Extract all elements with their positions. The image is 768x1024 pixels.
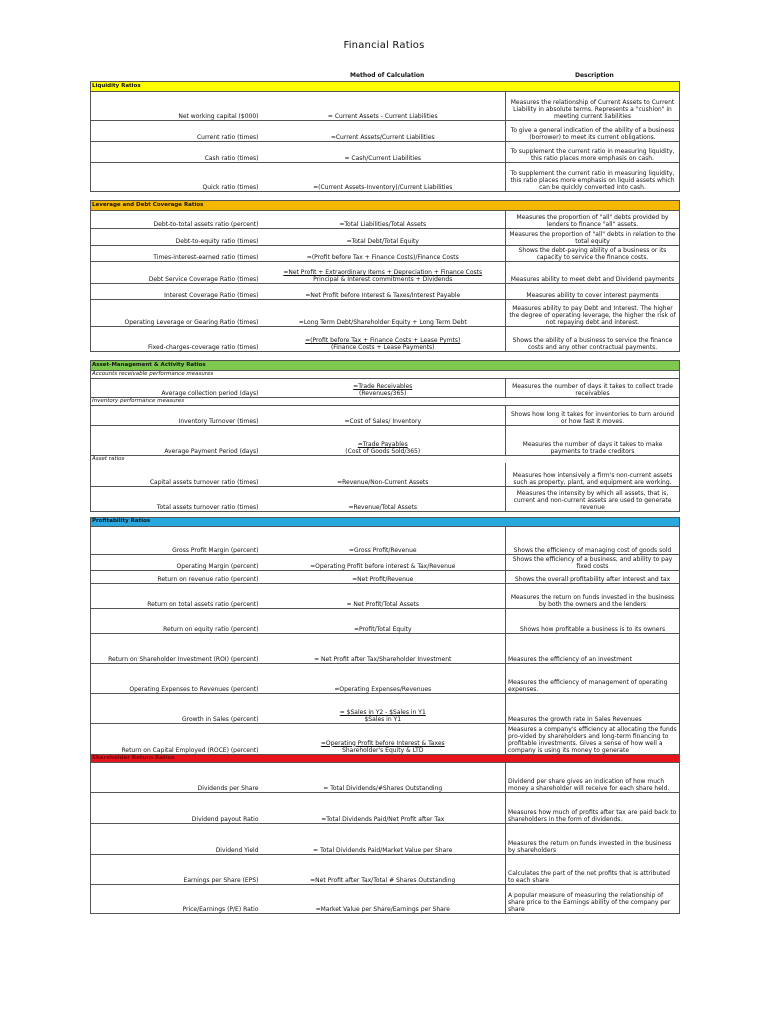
table-row: [91, 762, 680, 792]
ratio-method: =Net Profit after Tax/Total # Shares Outstanding: [261, 854, 506, 884]
subsection-title: Asset ratios: [91, 456, 680, 464]
ratio-method: =Long Term Debt/Shareholder Equity + Long Term Debt: [261, 300, 506, 327]
ratio-name: Operating Leverage or Gearing Ratio (times): [91, 300, 261, 327]
subsection-inventory: [91, 398, 680, 406]
ratio-name: Dividend payout Ratio: [91, 792, 261, 823]
ratio-method: = Cash/Current Liabilities: [261, 142, 506, 163]
ratio-method: =Revenue/Non-Current Assets: [261, 463, 506, 486]
ratio-name: Return on revenue ratio (percent): [91, 570, 261, 583]
method-numerator: =Trade Payables: [357, 441, 408, 448]
ratio-method: =Revenue/Total Assets: [261, 486, 506, 511]
ratio-name: Times-interest-earned ratio (times): [91, 246, 261, 262]
subsection-asset: [91, 456, 680, 464]
section-title: Leverage and Debt Coverage Ratios: [91, 201, 680, 211]
ratio-description: Measures the intensity by which all assets, that is, current and non-current assets are used to generate revenue: [506, 486, 680, 511]
method-numerator: =Operating Profit before Interest & Taxes: [320, 739, 445, 747]
ratio-description: A popular measure of measuring the relationship of share price to the Earnings ability of the company per share: [506, 884, 680, 913]
ratio-method: =Total Dividends Paid/Net Profit after Tax: [261, 792, 506, 823]
ratio-description: Measures how intensively a firm's non-current assets such as property, plant, and equipment are working.: [506, 463, 680, 486]
ratio-name: Interest Coverage Ratio (times): [91, 284, 261, 300]
ratio-description: Measures the number of days it takes to collect trade receivables: [506, 379, 680, 398]
table-row: [91, 608, 680, 633]
method-denominator: (Finance Costs + Lease Payments): [330, 344, 435, 351]
table-row: [91, 570, 680, 583]
ratio-description: Measures ability to pay Debt and Interest. The higher the degree of operating leverage, the higher the risk of not repaying debt and interest.: [506, 300, 680, 327]
ratio-name: Price/Earnings (P/E) Ratio: [91, 884, 261, 913]
ratio-description: Measures the number of days it takes to make payments to trade creditors: [506, 426, 680, 456]
table-row: [91, 246, 680, 262]
section-shareholder-return: [91, 754, 680, 762]
ratio-name: Capital assets turnover ratio (times): [91, 463, 261, 486]
ratio-description: Shows the efficiency of managing cost of goods sold: [506, 526, 680, 554]
ratio-name: Inventory Turnover (times): [91, 406, 261, 426]
ratio-name: Operating Expenses to Revenues (percent): [91, 663, 261, 693]
ratio-description: Measures the relationship of Current Assets to Current Liability in absolute terms. Represents a "cushion" in meeting current liabilities: [506, 92, 680, 121]
ratio-method: =(Current Assets-Inventory)/Current Liabilities: [261, 163, 506, 192]
ratio-method: =Profit/Total Equity: [261, 608, 506, 633]
ratio-description: Shows the efficiency of a business, and ability to pay fixed costs: [506, 554, 680, 570]
ratio-description: Measures the efficiency of management of operating expenses.: [506, 663, 680, 693]
ratio-name: Fixed-charges-coverage ratio (times): [91, 327, 261, 352]
ratio-method: [261, 327, 506, 352]
table-row: [91, 300, 680, 327]
ratio-description: To supplement the current ratio in measuring liquidity, this ratio places more emphasis on cash.: [506, 142, 680, 163]
ratio-method: = Total Dividends Paid/Market Value per Share: [261, 823, 506, 854]
ratio-method: [261, 426, 506, 456]
ratio-method: = Net Profit after Tax/Shareholder Investment: [261, 633, 506, 663]
table-row: [91, 211, 680, 229]
ratio-name: Growth in Sales (percent): [91, 693, 261, 723]
page-title: Financial Ratios: [343, 40, 425, 51]
ratio-name: Dividends per Share: [91, 762, 261, 792]
table-row: [91, 663, 680, 693]
ratio-name: Return on Shareholder Investment (ROI) (percent): [91, 633, 261, 663]
ratio-method: = Current Assets - Current Liabilities: [261, 92, 506, 121]
ratio-name: Dividend Yield: [91, 823, 261, 854]
table-row: [91, 583, 680, 608]
ratio-description: Measures ability to meet debt and Dividend payments: [506, 262, 680, 284]
method-denominator: Principal & Interest commitments + Dividends: [313, 276, 453, 283]
ratio-description: To give a general indication of the ability of a business (borrower) to meet its current obligations.: [506, 121, 680, 142]
ratio-name: Debt-to-total assets ratio (percent): [91, 211, 261, 229]
financial-ratios-table: [90, 81, 680, 914]
ratio-description: Calculates the part of the net profits that is attributed to each share: [506, 854, 680, 884]
ratio-method: =(Profit before Tax + Finance Costs)/Finance Costs: [261, 246, 506, 262]
ratio-method: [261, 262, 506, 284]
ratio-method: =Cost of Sales/ Inventory: [261, 406, 506, 426]
ratio-method: [261, 723, 506, 754]
ratio-description: Shows the ability of a business to service the finance costs and any other contractual payments.: [506, 327, 680, 352]
ratio-method: [261, 379, 506, 398]
ratio-name: Quick ratio (times): [91, 163, 261, 192]
table-row: [91, 142, 680, 163]
ratio-description: Shows the debt-paying ability of a business or its capacity to service the finance costs.: [506, 246, 680, 262]
ratio-method: =Operating Profit before interest & Tax/Revenue: [261, 554, 506, 570]
ratio-name: Gross Profit Margin (percent): [91, 526, 261, 554]
table-row: [91, 92, 680, 121]
subsection-title: Accounts receivable performance measures: [91, 371, 680, 379]
table-row: [91, 526, 680, 554]
method-numerator: =Net Profit + Extraordinary Items + Depreciation + Finance Costs: [283, 269, 483, 276]
ratio-description: Measures the return on funds invested in the business by both the owners and the lenders: [506, 583, 680, 608]
ratio-description: To supplement the current ratio in measuring liquidity, this ratio places more emphasis on liquid assets which can be quickly converted into cash.: [506, 163, 680, 192]
ratio-name: Earnings per Share (EPS): [91, 854, 261, 884]
table-row: [91, 884, 680, 913]
table-row: [91, 163, 680, 192]
ratio-description: Measures a company's efficiency at allocating the funds pro-vided by shareholders and long-term financing to profitable investments. Gives a sense of how well a company is using its money to generate: [506, 723, 680, 754]
ratio-name: Average collection period (days): [91, 379, 261, 398]
section-liquidity: [91, 82, 680, 92]
table-row: [91, 554, 680, 570]
table-row: [91, 463, 680, 486]
ratio-name: Debt Service Coverage Ratio (times): [91, 262, 261, 284]
section-leverage: [91, 201, 680, 211]
ratio-name: Total assets turnover ratio (times): [91, 486, 261, 511]
table-row: [91, 327, 680, 352]
method-column-header: Method of Calculation: [350, 72, 425, 79]
ratio-method: =Total Debt/Total Equity: [261, 229, 506, 246]
ratio-description: Shows how long it takes for inventories to turn around or how fast it moves.: [506, 406, 680, 426]
table-row: [91, 262, 680, 284]
table-row: [91, 229, 680, 246]
ratio-name: Operating Margin (percent): [91, 554, 261, 570]
subsection-title: Inventory performance measures: [91, 398, 680, 406]
table-row: [91, 823, 680, 854]
ratio-description: Measures how much of profits after tax are paid back to shareholders in the form of dividends.: [506, 792, 680, 823]
ratio-description: Shows how profitable a business is to its owners: [506, 608, 680, 633]
ratio-name: Average Payment Period (days): [91, 426, 261, 456]
ratio-description: Measures the efficiency of an investment: [506, 633, 680, 663]
table-row: [91, 723, 680, 754]
section-title: Shareholder Return Ratios: [91, 754, 680, 762]
method-denominator: (Cost of Goods Sold/365): [345, 448, 421, 455]
table-row: [91, 406, 680, 426]
method-numerator: =(Profit before Tax + Finance Costs + Lease Pymts): [305, 337, 461, 344]
section-title: Asset-Management & Activity Ratios: [91, 361, 680, 371]
ratio-description: Dividend per share gives an indication of how much money a shareholder will receive for each share held.: [506, 762, 680, 792]
table-row: [91, 693, 680, 723]
method-numerator: =Trade Receivables: [353, 383, 413, 390]
ratio-method: =Net Profit before Interest & Taxes/Interest Payable: [261, 284, 506, 300]
method-denominator: $Sales in Y1: [364, 715, 402, 723]
ratio-name: Debt-to-equity ratio (times): [91, 229, 261, 246]
ratio-method: = Net Profit/Total Assets: [261, 583, 506, 608]
section-profitability: [91, 517, 680, 526]
ratio-method: = Total Dividends/#Shares Outstanding: [261, 762, 506, 792]
ratio-name: Cash ratio (times): [91, 142, 261, 163]
table-row: [91, 426, 680, 456]
ratio-method: =Net Profit/Revenue: [261, 570, 506, 583]
ratio-method: =Total Liabilities/Total Assets: [261, 211, 506, 229]
method-denominator: Shareholder's Equity & LTD: [342, 746, 424, 754]
section-title: Liquidity Ratios: [91, 82, 680, 92]
table-row: [91, 854, 680, 884]
ratio-method: [261, 693, 506, 723]
ratio-method: =Current Assets/Current Liabilities: [261, 121, 506, 142]
table-row: [91, 633, 680, 663]
section-title: Profitability Ratios: [91, 517, 680, 526]
ratio-description: Measures the return on funds invested in the business by shareholders: [506, 823, 680, 854]
table-row: [91, 379, 680, 398]
ratio-description: Measures the proportion of "all" debts provided by lenders to finance "all" assets.: [506, 211, 680, 229]
ratio-description: Measures the proportion of "all" debts in relation to the total equity: [506, 229, 680, 246]
ratio-description: Shows the overall profitability after interest and tax: [506, 570, 680, 583]
table-row: [91, 486, 680, 511]
ratio-method: =Market Value per Share/Earnings per Share: [261, 884, 506, 913]
method-denominator: (Revenues/365): [359, 390, 407, 397]
ratio-name: Current ratio (times): [91, 121, 261, 142]
ratio-name: Return on equity ratio (percent): [91, 608, 261, 633]
ratio-description: Measures ability to cover interest payments: [506, 284, 680, 300]
ratio-name: Net working capital ($000): [91, 92, 261, 121]
table-row: [91, 121, 680, 142]
table-row: [91, 792, 680, 823]
description-column-header: Description: [575, 72, 614, 79]
method-numerator: = $Sales in Y2 - $Sales in Y1: [339, 708, 426, 716]
ratio-method: =Gross Profit/Revenue: [261, 526, 506, 554]
section-asset-management: [91, 361, 680, 371]
ratio-method: =Operating Expenses/Revenues: [261, 663, 506, 693]
ratio-description: Measures the growth rate in Sales Revenues: [506, 693, 680, 723]
ratio-name: Return on Capital Employed (ROCE) (percent): [91, 723, 261, 754]
ratio-name: Return on total assets ratio (percent): [91, 583, 261, 608]
subsection-receivables: [91, 371, 680, 379]
table-row: [91, 284, 680, 300]
